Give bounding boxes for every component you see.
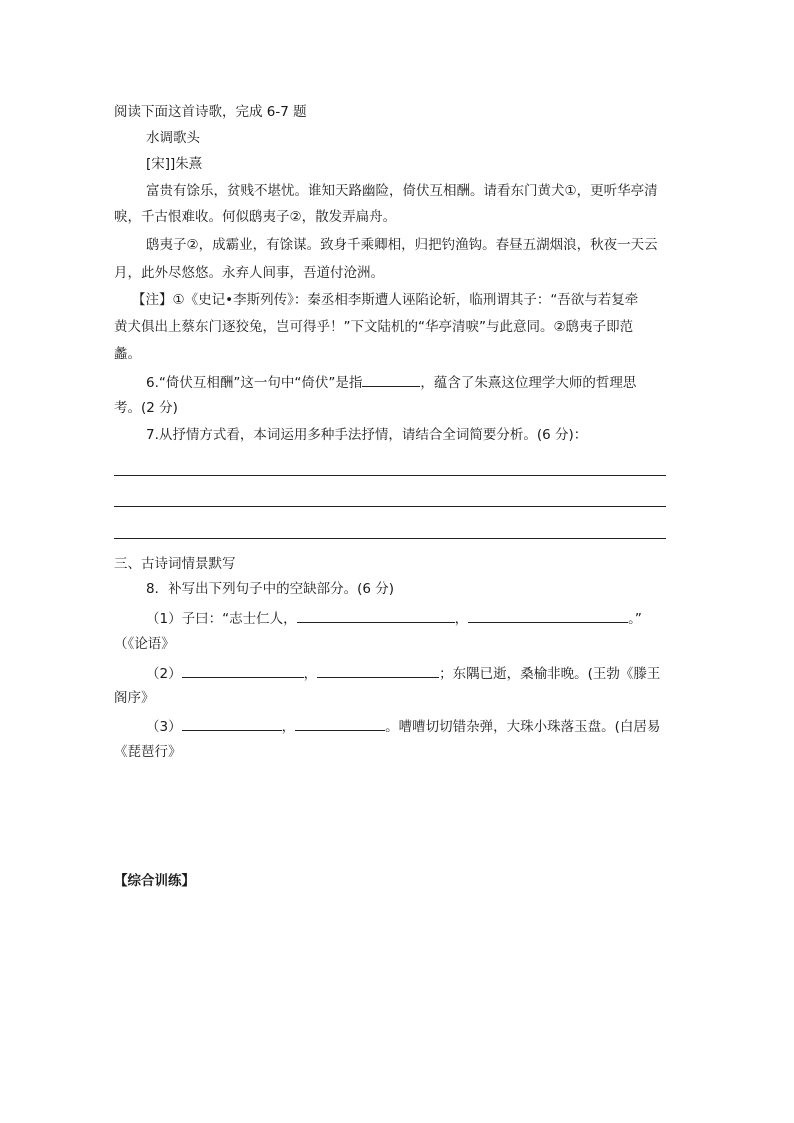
question-6-suffix: ，蕴含了朱熹这位理学大师的哲理思 [420,375,637,391]
question-6-line1 [146,372,636,392]
item3-blank-1[interactable] [182,716,282,731]
answer-line-3[interactable] [114,538,666,539]
poem-stanza2-line1: 鸱夷子②，成霸业，有馀谋。致身千乘卿相，归把钓渔钩。春昼五湖烟浪，秋夜一天云 [146,237,658,253]
comprehensive-training-heading: 【综合训练】 [114,873,195,889]
question-7: 7.从抒情方式看，本词运用多种手法抒情，请结合全词简要分析。(6 分)： [146,427,588,443]
note-line1: 【注】①《史记•李斯列传》：秦丞相李斯遭人诬陷论斩，临刑谓其子：“吾欲与若复牵 [132,292,639,308]
item3-blank-2[interactable] [295,716,385,731]
note-line3: 蠡。 [114,346,141,362]
question-8-stem: 8．补写出下列句子中的空缺部分。(6 分) [146,581,395,597]
item2-blank-2[interactable] [317,663,439,678]
question-8-item2 [146,663,660,683]
item1-comma: ， [454,611,469,627]
poem-stanza2-line2: 月，此外尽悠悠。永弃人间事，吾道付沧洲。 [114,265,384,281]
question-6-line2: 考。(2 分) [114,400,178,416]
question-8-item1-source: （《论语》 [114,636,175,652]
question-8-item3-source: 《琵琶行》 [114,744,182,760]
item1-blank-1[interactable] [297,608,455,623]
item3-comma: ， [281,719,296,735]
question-8-item2-source: 阁序》 [114,690,155,706]
answer-line-2[interactable] [114,506,666,507]
item3-suffix: 。嘈嘈切切错杂弹，大珠小珠落玉盘。(白居易 [385,719,661,735]
question-8-item1 [146,608,642,628]
answer-line-1[interactable] [114,475,666,476]
question-8-item3 [146,716,660,736]
note-line2: 黄犬俱出上蔡东门逐狡兔，岂可得乎！”下文陆机的“华亭清唳”与此意同。②鸱夷子即范 [114,319,634,335]
item2-blank-1[interactable] [182,663,304,678]
poem-stanza1-line2: 唳，千古恨难收。何似鸱夷子②，散发弄扁舟。 [114,209,397,225]
item2-comma: ， [303,666,318,682]
question-6-answer-blank[interactable] [362,372,420,387]
item1-blank-2[interactable] [468,608,628,623]
item2-prefix: （2） [146,666,182,682]
question-6-prefix: 6.“倚伏互相酬”这一句中“倚伏”是指 [146,375,363,391]
section-3-heading: 三、古诗词情景默写 [114,556,236,572]
poem-stanza1-line1: 富贵有馀乐，贫贱不堪忧。谁知天路幽险，倚伏互相酬。请看东门黄犬①，更听华亭清 [146,183,658,199]
item1-end: 。” [628,611,642,627]
item3-prefix: （3） [146,719,182,735]
poem-author: [宋]]朱熹 [146,156,203,172]
item1-prefix: （1）子曰：“志士仁人， [146,611,297,627]
reading-instruction: 阅读下面这首诗歌，完成 6-7 题 [114,104,307,120]
item2-suffix: ；东隅已逝，桑榆非晚。(王勃《滕王 [439,666,661,682]
poem-title: 水调歌头 [146,130,200,146]
